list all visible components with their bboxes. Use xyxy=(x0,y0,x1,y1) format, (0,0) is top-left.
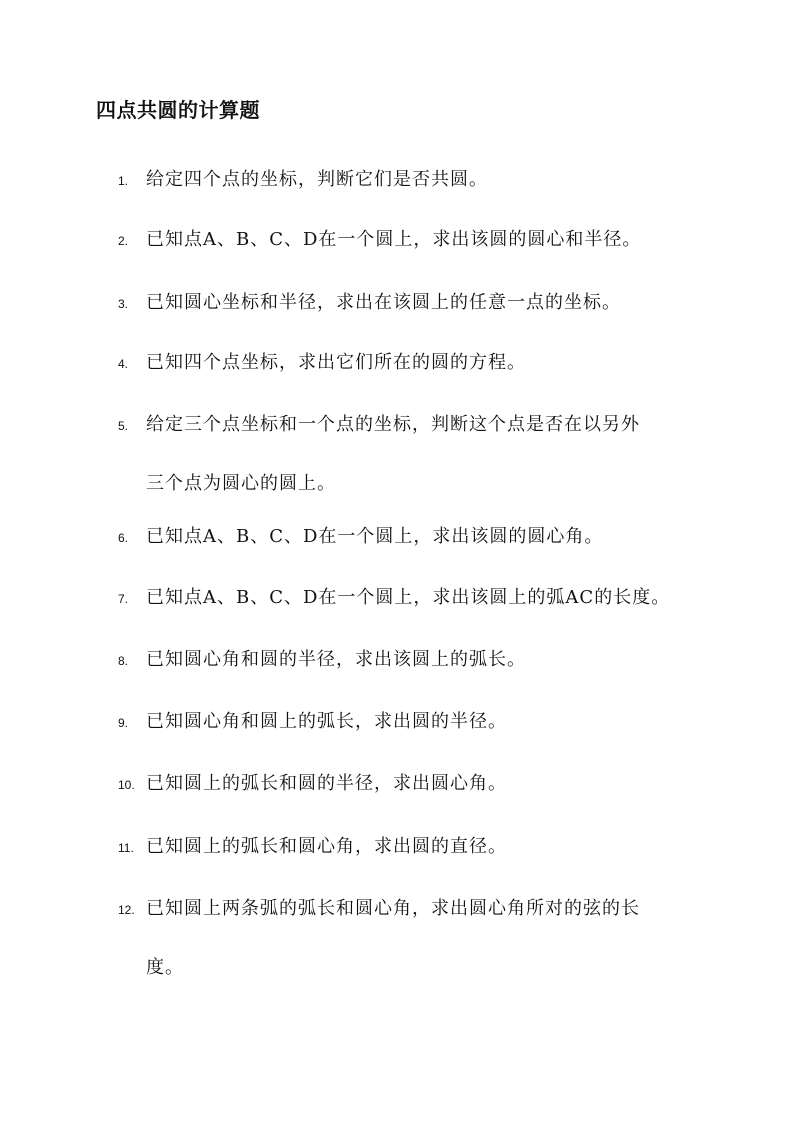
document-title: 四点共圆的计算题 xyxy=(96,98,260,122)
list-item-number: 12. xyxy=(118,903,135,917)
list-item-number: 3. xyxy=(118,297,129,311)
list-item-number: 4. xyxy=(118,357,129,371)
list-item-text: 已知点A、B、C、D在一个圆上，求出该圆的圆心和半径。 xyxy=(146,229,642,250)
list-item-text: 已知圆上的弧长和圆的半径，求出圆心角。 xyxy=(146,773,507,794)
list-item-text: 已知圆心角和圆的半径，求出该圆上的弧长。 xyxy=(146,649,526,670)
list-item-text-line: 给定三个点坐标和一个点的坐标，判断这个点是否在以另外 xyxy=(146,414,640,435)
list-item-number: 6. xyxy=(118,531,129,545)
list-item-text: 已知四个点坐标，求出它们所在的圆的方程。 xyxy=(146,352,526,373)
list-item-text: 已知点A、B、C、D在一个圆上，求出该圆的圆心角。 xyxy=(146,526,604,547)
list-item-text-line: 度。 xyxy=(146,957,184,978)
list-item-text: 已知圆心角和圆上的弧长，求出圆的半径。 xyxy=(146,711,507,732)
list-item-number: 10. xyxy=(118,778,135,792)
list-item-text: 给定四个点的坐标，判断它们是否共圆。 xyxy=(146,169,488,190)
list-item-text: 已知圆上的弧长和圆心角，求出圆的直径。 xyxy=(146,836,507,857)
list-item-text xyxy=(146,405,694,503)
list-item-number: 8. xyxy=(118,654,129,668)
list-item-number: 5. xyxy=(118,419,129,433)
list-item-text xyxy=(146,889,694,987)
list-item-number: 2. xyxy=(118,234,129,248)
list-item-text: 已知点A、B、C、D在一个圆上，求出该圆上的弧AC的长度。 xyxy=(146,587,671,608)
list-item-number: 7. xyxy=(118,592,129,606)
list-item-text-line: 三个点为圆心的圆上。 xyxy=(146,473,336,494)
list-item-number: 9. xyxy=(118,716,129,730)
list-item-number: 11. xyxy=(118,841,134,855)
list-item-text: 已知圆心坐标和半径，求出在该圆上的任意一点的坐标。 xyxy=(146,292,621,313)
list-item-text-line: 已知圆上两条弧的弧长和圆心角，求出圆心角所对的弦的长 xyxy=(146,898,640,919)
list-item-number: 1. xyxy=(118,174,129,188)
